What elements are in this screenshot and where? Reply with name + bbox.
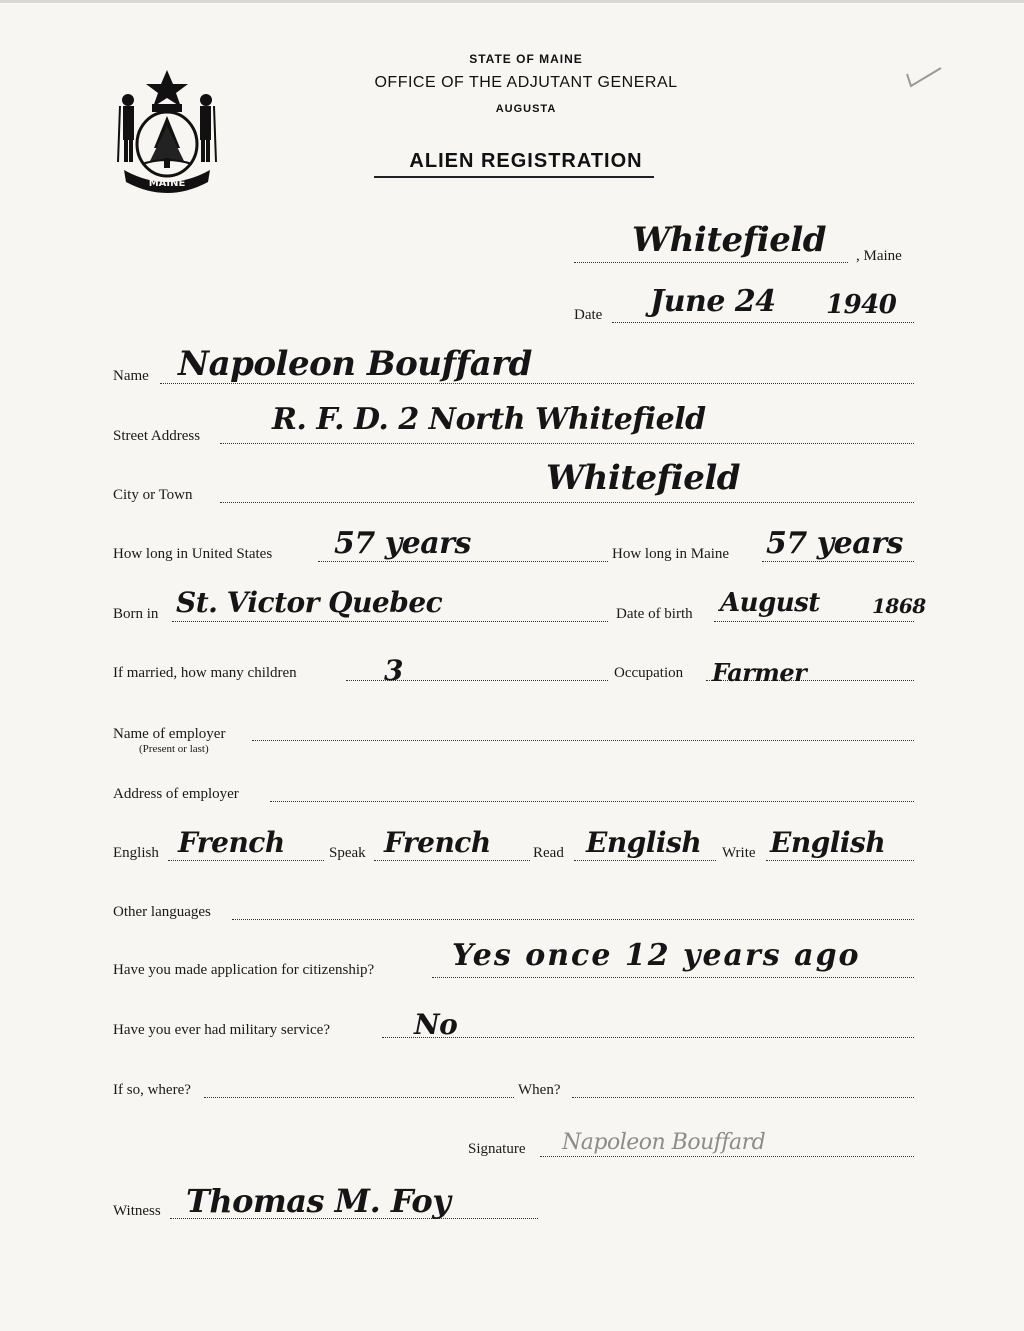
citizenship-value: Yes once 12 years ago xyxy=(452,938,861,973)
children-label: If married, how many children xyxy=(113,665,297,681)
write-label: Write xyxy=(722,845,756,861)
date-year: 1940 xyxy=(826,290,897,320)
date-month-day: June 24 xyxy=(650,284,776,319)
born-in-value: St. Victor Quebec xyxy=(176,586,443,619)
witness-label: Witness xyxy=(113,1203,161,1219)
city-heading: AUGUSTA xyxy=(495,103,557,115)
speak-line xyxy=(374,860,530,861)
name-label: Name xyxy=(113,368,149,384)
other-languages-line xyxy=(232,919,914,920)
employer-line xyxy=(252,740,914,741)
street-value: R. F. D. 2 North Whitefield xyxy=(272,402,706,437)
employer-label: Name of employer xyxy=(113,726,226,742)
english-label: English xyxy=(113,845,159,861)
years-us-label: How long in United States xyxy=(113,546,273,562)
town-value: Whitefield xyxy=(632,220,827,260)
years-us-line xyxy=(318,561,608,562)
english-line xyxy=(168,860,324,861)
citizenship-line xyxy=(432,977,914,978)
if-so-where-label: If so, where? xyxy=(113,1082,191,1098)
name-value: Napoleon Bouffard xyxy=(178,344,532,384)
read-label: Read xyxy=(533,845,564,861)
office-heading: OFFICE OF THE ADJUTANT GENERAL xyxy=(374,74,678,91)
speak-label: Speak xyxy=(329,845,366,861)
employer-address-label: Address of employer xyxy=(113,786,239,802)
street-line xyxy=(220,443,914,444)
years-maine-label: How long in Maine xyxy=(612,546,730,562)
date-of-birth-month: August xyxy=(720,588,820,618)
date-of-birth-year: 1868 xyxy=(872,594,926,618)
occupation-value: Farmer xyxy=(712,658,807,687)
write-value: English xyxy=(770,826,886,859)
city-label: City or Town xyxy=(113,487,193,503)
occupation-label: Occupation xyxy=(614,665,684,681)
employer-sublabel: (Present or last) xyxy=(139,743,209,755)
employer-address-line xyxy=(270,801,914,802)
maine-suffix: , Maine xyxy=(856,248,902,264)
read-value: English xyxy=(586,826,702,859)
when-line xyxy=(572,1097,914,1098)
born-in-label: Born in xyxy=(113,606,159,622)
other-languages-label: Other languages xyxy=(113,904,211,920)
years-maine-value: 57 years xyxy=(766,526,903,561)
years-us-value: 57 years xyxy=(334,526,471,561)
state-heading: STATE OF MAINE xyxy=(469,52,583,66)
write-line xyxy=(766,860,914,861)
title-underline xyxy=(374,176,654,178)
military-line xyxy=(382,1037,914,1038)
city-value: Whitefield xyxy=(546,458,741,498)
town-line xyxy=(574,262,848,263)
speak-value: French xyxy=(384,826,491,859)
date-of-birth-line xyxy=(714,621,914,622)
if-so-where-line xyxy=(204,1097,514,1098)
years-maine-line xyxy=(762,561,914,562)
military-label: Have you ever had military service? xyxy=(113,1022,330,1038)
form-title: ALIEN REGISTRATION xyxy=(409,150,643,172)
signature-value: Napoleon Bouffard xyxy=(562,1130,766,1155)
date-label: Date xyxy=(574,307,603,323)
read-line xyxy=(574,860,716,861)
military-value: No xyxy=(414,1008,458,1041)
born-in-line xyxy=(172,621,608,622)
svg-text:MAINE: MAINE xyxy=(148,178,186,189)
when-label: When? xyxy=(518,1082,561,1098)
signature-line xyxy=(540,1156,914,1157)
citizenship-label: Have you made application for citizenship? xyxy=(113,962,375,978)
children-value: 3 xyxy=(384,654,403,687)
date-line xyxy=(612,322,914,323)
signature-label: Signature xyxy=(468,1141,526,1157)
english-value: French xyxy=(178,826,285,859)
city-line xyxy=(220,502,914,503)
date-of-birth-label: Date of birth xyxy=(616,606,693,622)
witness-value: Thomas M. Foy xyxy=(186,1182,451,1220)
scan-edge xyxy=(0,0,1024,3)
street-label: Street Address xyxy=(113,428,201,444)
